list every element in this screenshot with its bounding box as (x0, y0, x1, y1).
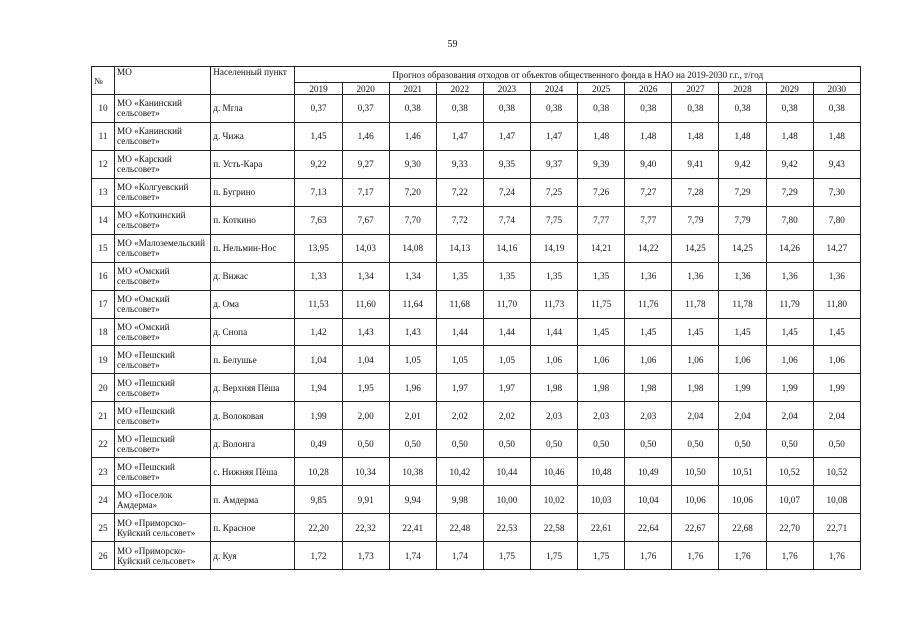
municipality-cell: МО «Приморско-Куйский сельсовет» (115, 542, 211, 570)
value-cell: 1,95 (342, 374, 389, 402)
row-number-cell: 12 (92, 150, 115, 178)
municipality-cell: МО «Канинский сельсовет» (115, 95, 211, 123)
value-cell: 1,99 (295, 402, 342, 430)
value-cell: 0,50 (436, 430, 483, 458)
value-cell: 10,49 (625, 458, 672, 486)
value-cell: 0,38 (625, 95, 672, 123)
value-cell: 1,73 (342, 542, 389, 570)
header-year: 2028 (719, 83, 766, 95)
page-number: 59 (447, 39, 458, 50)
value-cell: 11,68 (436, 290, 483, 318)
value-cell: 10,08 (813, 486, 860, 514)
value-cell: 2,00 (342, 402, 389, 430)
value-cell: 11,53 (295, 290, 342, 318)
table-row (92, 262, 861, 290)
municipality-cell: МО «Малоземельский сельсовет» (115, 234, 211, 262)
table-row (92, 486, 861, 514)
value-cell: 14,27 (813, 234, 860, 262)
value-cell: 10,52 (813, 458, 860, 486)
value-cell: 1,98 (672, 374, 719, 402)
value-cell: 0,50 (342, 430, 389, 458)
value-cell: 1,06 (531, 346, 578, 374)
value-cell: 9,94 (389, 486, 436, 514)
value-cell: 7,79 (672, 206, 719, 234)
value-cell: 0,50 (531, 430, 578, 458)
value-cell: 10,48 (578, 458, 625, 486)
settlement-cell: д. Вижас (211, 262, 295, 290)
table-row (92, 178, 861, 206)
settlement-cell: д. Куя (211, 542, 295, 570)
row-number-cell: 13 (92, 178, 115, 206)
row-number-cell: 15 (92, 234, 115, 262)
value-cell: 1,43 (389, 318, 436, 346)
value-cell: 1,48 (766, 122, 813, 150)
value-cell: 0,50 (719, 430, 766, 458)
value-cell: 1,33 (295, 262, 342, 290)
value-cell: 1,35 (578, 262, 625, 290)
value-cell: 1,48 (625, 122, 672, 150)
value-cell: 1,75 (578, 542, 625, 570)
value-cell: 22,48 (436, 514, 483, 542)
value-cell: 1,43 (342, 318, 389, 346)
value-cell: 1,76 (625, 542, 672, 570)
table-row (92, 346, 861, 374)
value-cell: 10,02 (531, 486, 578, 514)
row-number-cell: 19 (92, 346, 115, 374)
value-cell: 10,42 (436, 458, 483, 486)
header-year: 2019 (295, 83, 342, 95)
header-municipality: МО (115, 67, 211, 95)
settlement-cell: п. Красное (211, 514, 295, 542)
value-cell: 1,34 (342, 262, 389, 290)
header-forecast: Прогноз образования отходов от объектов общественного фонда в НАО на 2019-2030 г.г., т/год (295, 67, 861, 83)
settlement-cell: п. Нельмин-Нос (211, 234, 295, 262)
value-cell: 1,96 (389, 374, 436, 402)
value-cell: 1,36 (766, 262, 813, 290)
value-cell: 14,22 (625, 234, 672, 262)
value-cell: 10,06 (719, 486, 766, 514)
value-cell: 1,34 (389, 262, 436, 290)
value-cell: 0,50 (389, 430, 436, 458)
value-cell: 7,26 (578, 178, 625, 206)
value-cell: 9,22 (295, 150, 342, 178)
value-cell: 7,28 (672, 178, 719, 206)
row-number-cell: 10 (92, 95, 115, 123)
value-cell: 0,50 (483, 430, 530, 458)
value-cell: 22,71 (813, 514, 860, 542)
value-cell: 7,63 (295, 206, 342, 234)
value-cell: 9,30 (389, 150, 436, 178)
value-cell: 14,19 (531, 234, 578, 262)
table-row (92, 150, 861, 178)
value-cell: 1,98 (578, 374, 625, 402)
value-cell: 11,64 (389, 290, 436, 318)
settlement-cell: п. Усть-Кара (211, 150, 295, 178)
value-cell: 1,44 (436, 318, 483, 346)
value-cell: 1,45 (719, 318, 766, 346)
header-year: 2022 (436, 83, 483, 95)
value-cell: 1,97 (483, 374, 530, 402)
table-row (92, 458, 861, 486)
municipality-cell: МО «Поселок Амдерма» (115, 486, 211, 514)
value-cell: 1,74 (389, 542, 436, 570)
header-year: 2026 (625, 83, 672, 95)
value-cell: 1,76 (766, 542, 813, 570)
value-cell: 9,98 (436, 486, 483, 514)
value-cell: 2,02 (483, 402, 530, 430)
value-cell: 0,38 (389, 95, 436, 123)
settlement-cell: п. Белушье (211, 346, 295, 374)
value-cell: 7,22 (436, 178, 483, 206)
value-cell: 1,06 (578, 346, 625, 374)
value-cell: 22,67 (672, 514, 719, 542)
value-cell: 1,05 (483, 346, 530, 374)
value-cell: 1,05 (436, 346, 483, 374)
value-cell: 2,03 (531, 402, 578, 430)
value-cell: 22,64 (625, 514, 672, 542)
value-cell: 2,02 (436, 402, 483, 430)
table-row (92, 402, 861, 430)
value-cell: 1,75 (531, 542, 578, 570)
value-cell: 10,50 (672, 458, 719, 486)
value-cell: 1,48 (578, 122, 625, 150)
value-cell: 9,91 (342, 486, 389, 514)
value-cell: 9,41 (672, 150, 719, 178)
value-cell: 22,70 (766, 514, 813, 542)
settlement-cell: д. Волоковая (211, 402, 295, 430)
value-cell: 14,13 (436, 234, 483, 262)
settlement-cell: д. Ома (211, 290, 295, 318)
value-cell: 1,06 (672, 346, 719, 374)
value-cell: 14,03 (342, 234, 389, 262)
value-cell: 1,35 (531, 262, 578, 290)
value-cell: 1,99 (719, 374, 766, 402)
value-cell: 0,38 (719, 95, 766, 123)
value-cell: 10,03 (578, 486, 625, 514)
value-cell: 2,04 (766, 402, 813, 430)
municipality-cell: МО «Пешский сельсовет» (115, 402, 211, 430)
value-cell: 7,30 (813, 178, 860, 206)
value-cell: 0,49 (295, 430, 342, 458)
table-row (92, 374, 861, 402)
value-cell: 22,53 (483, 514, 530, 542)
row-number-cell: 23 (92, 458, 115, 486)
value-cell: 7,79 (719, 206, 766, 234)
value-cell: 10,28 (295, 458, 342, 486)
row-number-cell: 22 (92, 430, 115, 458)
table-row (92, 514, 861, 542)
settlement-cell: д. Чижа (211, 122, 295, 150)
table-body (92, 95, 861, 570)
value-cell: 1,06 (813, 346, 860, 374)
value-cell: 0,37 (295, 95, 342, 123)
value-cell: 7,29 (766, 178, 813, 206)
value-cell: 14,16 (483, 234, 530, 262)
row-number-cell: 24 (92, 486, 115, 514)
value-cell: 1,76 (813, 542, 860, 570)
value-cell: 0,50 (813, 430, 860, 458)
value-cell: 10,34 (342, 458, 389, 486)
header-year: 2021 (389, 83, 436, 95)
value-cell: 2,04 (672, 402, 719, 430)
value-cell: 9,39 (578, 150, 625, 178)
value-cell: 10,44 (483, 458, 530, 486)
value-cell: 11,80 (813, 290, 860, 318)
value-cell: 10,07 (766, 486, 813, 514)
value-cell: 1,97 (436, 374, 483, 402)
value-cell: 11,76 (625, 290, 672, 318)
value-cell: 1,45 (625, 318, 672, 346)
settlement-cell: п. Коткино (211, 206, 295, 234)
table-row (92, 234, 861, 262)
value-cell: 10,51 (719, 458, 766, 486)
value-cell: 2,03 (578, 402, 625, 430)
row-number-cell: 16 (92, 262, 115, 290)
value-cell: 0,38 (436, 95, 483, 123)
value-cell: 22,61 (578, 514, 625, 542)
row-number-cell: 17 (92, 290, 115, 318)
value-cell: 0,38 (483, 95, 530, 123)
value-cell: 1,48 (719, 122, 766, 150)
value-cell: 10,06 (672, 486, 719, 514)
row-number-cell: 26 (92, 542, 115, 570)
row-number-cell: 21 (92, 402, 115, 430)
header-year: 2023 (483, 83, 530, 95)
value-cell: 7,80 (766, 206, 813, 234)
municipality-cell: МО «Карский сельсовет» (115, 150, 211, 178)
value-cell: 22,20 (295, 514, 342, 542)
value-cell: 7,67 (342, 206, 389, 234)
value-cell: 7,80 (813, 206, 860, 234)
settlement-cell: д. Снопа (211, 318, 295, 346)
value-cell: 1,36 (719, 262, 766, 290)
value-cell: 0,37 (342, 95, 389, 123)
row-number-cell: 18 (92, 318, 115, 346)
value-cell: 1,99 (766, 374, 813, 402)
value-cell: 11,60 (342, 290, 389, 318)
value-cell: 7,13 (295, 178, 342, 206)
value-cell: 7,74 (483, 206, 530, 234)
row-number-cell: 20 (92, 374, 115, 402)
header-year: 2024 (531, 83, 578, 95)
value-cell: 9,33 (436, 150, 483, 178)
municipality-cell: МО «Колгуевский сельсовет» (115, 178, 211, 206)
municipality-cell: МО «Омский сельсовет» (115, 290, 211, 318)
value-cell: 9,27 (342, 150, 389, 178)
value-cell: 10,52 (766, 458, 813, 486)
value-cell: 9,37 (531, 150, 578, 178)
value-cell: 7,25 (531, 178, 578, 206)
value-cell: 7,27 (625, 178, 672, 206)
value-cell: 1,06 (625, 346, 672, 374)
value-cell: 1,45 (766, 318, 813, 346)
value-cell: 1,45 (813, 318, 860, 346)
table-row (92, 318, 861, 346)
value-cell: 1,04 (295, 346, 342, 374)
table-row (92, 542, 861, 570)
value-cell: 7,75 (531, 206, 578, 234)
table-row (92, 122, 861, 150)
value-cell: 1,45 (578, 318, 625, 346)
value-cell: 0,38 (578, 95, 625, 123)
value-cell: 14,25 (672, 234, 719, 262)
value-cell: 1,76 (672, 542, 719, 570)
value-cell: 22,32 (342, 514, 389, 542)
value-cell: 7,72 (436, 206, 483, 234)
value-cell: 1,45 (295, 122, 342, 150)
settlement-cell: д. Верхняя Пёша (211, 374, 295, 402)
value-cell: 1,98 (625, 374, 672, 402)
municipality-cell: МО «Коткинский сельсовет» (115, 206, 211, 234)
header-number: № (92, 67, 115, 95)
value-cell: 0,38 (766, 95, 813, 123)
municipality-cell: МО «Пешский сельсовет» (115, 458, 211, 486)
value-cell: 1,45 (672, 318, 719, 346)
settlement-cell: п. Бугрино (211, 178, 295, 206)
value-cell: 1,35 (436, 262, 483, 290)
value-cell: 7,77 (578, 206, 625, 234)
value-cell: 1,06 (719, 346, 766, 374)
settlement-cell: д. Волонга (211, 430, 295, 458)
value-cell: 1,04 (342, 346, 389, 374)
value-cell: 1,36 (672, 262, 719, 290)
waste-forecast-table (91, 66, 861, 570)
header-year: 2025 (578, 83, 625, 95)
value-cell: 22,41 (389, 514, 436, 542)
value-cell: 1,36 (625, 262, 672, 290)
value-cell: 1,48 (672, 122, 719, 150)
value-cell: 10,00 (483, 486, 530, 514)
value-cell: 1,44 (531, 318, 578, 346)
settlement-cell: п. Амдерма (211, 486, 295, 514)
value-cell: 22,68 (719, 514, 766, 542)
row-number-cell: 14 (92, 206, 115, 234)
value-cell: 1,98 (531, 374, 578, 402)
value-cell: 9,40 (625, 150, 672, 178)
value-cell: 11,78 (672, 290, 719, 318)
value-cell: 11,79 (766, 290, 813, 318)
value-cell: 1,47 (531, 122, 578, 150)
value-cell: 1,47 (436, 122, 483, 150)
settlement-cell: с. Нижняя Пёша (211, 458, 295, 486)
value-cell: 1,46 (342, 122, 389, 150)
value-cell: 2,04 (813, 402, 860, 430)
table-row (92, 95, 861, 123)
value-cell: 9,42 (766, 150, 813, 178)
value-cell: 1,72 (295, 542, 342, 570)
value-cell: 1,06 (766, 346, 813, 374)
value-cell: 1,74 (436, 542, 483, 570)
table-row (92, 206, 861, 234)
value-cell: 14,26 (766, 234, 813, 262)
value-cell: 14,21 (578, 234, 625, 262)
header-year: 2029 (766, 83, 813, 95)
value-cell: 0,38 (672, 95, 719, 123)
value-cell: 1,05 (389, 346, 436, 374)
value-cell: 1,35 (483, 262, 530, 290)
header-settlement: Населенный пункт (211, 67, 295, 95)
table-header (92, 67, 861, 95)
header-year: 2020 (342, 83, 389, 95)
municipality-cell: МО «Пешский сельсовет» (115, 374, 211, 402)
value-cell: 0,38 (531, 95, 578, 123)
value-cell: 0,50 (766, 430, 813, 458)
settlement-cell: д. Мгла (211, 95, 295, 123)
value-cell: 11,75 (578, 290, 625, 318)
value-cell: 2,03 (625, 402, 672, 430)
value-cell: 1,94 (295, 374, 342, 402)
value-cell: 14,08 (389, 234, 436, 262)
municipality-cell: МО «Омский сельсовет» (115, 262, 211, 290)
value-cell: 7,17 (342, 178, 389, 206)
value-cell: 0,50 (672, 430, 719, 458)
value-cell: 10,46 (531, 458, 578, 486)
value-cell: 11,78 (719, 290, 766, 318)
value-cell: 7,77 (625, 206, 672, 234)
value-cell: 10,04 (625, 486, 672, 514)
value-cell: 1,42 (295, 318, 342, 346)
municipality-cell: МО «Омский сельсовет» (115, 318, 211, 346)
value-cell: 1,44 (483, 318, 530, 346)
table-row (92, 290, 861, 318)
value-cell: 1,46 (389, 122, 436, 150)
value-cell: 7,20 (389, 178, 436, 206)
municipality-cell: МО «Приморско-Куйский сельсовет» (115, 514, 211, 542)
value-cell: 7,29 (719, 178, 766, 206)
value-cell: 1,99 (813, 374, 860, 402)
value-cell: 14,25 (719, 234, 766, 262)
table-row (92, 430, 861, 458)
value-cell: 2,01 (389, 402, 436, 430)
value-cell: 1,48 (813, 122, 860, 150)
municipality-cell: МО «Канинский сельсовет» (115, 122, 211, 150)
value-cell: 13,95 (295, 234, 342, 262)
value-cell: 1,75 (483, 542, 530, 570)
value-cell: 9,85 (295, 486, 342, 514)
value-cell: 9,35 (483, 150, 530, 178)
row-number-cell: 25 (92, 514, 115, 542)
value-cell: 0,50 (625, 430, 672, 458)
value-cell: 1,36 (813, 262, 860, 290)
value-cell: 9,42 (719, 150, 766, 178)
value-cell: 2,04 (719, 402, 766, 430)
value-cell: 0,50 (578, 430, 625, 458)
value-cell: 9,43 (813, 150, 860, 178)
row-number-cell: 11 (92, 122, 115, 150)
value-cell: 1,47 (483, 122, 530, 150)
municipality-cell: МО «Пешский сельсовет» (115, 430, 211, 458)
value-cell: 22,58 (531, 514, 578, 542)
value-cell: 11,70 (483, 290, 530, 318)
value-cell: 7,70 (389, 206, 436, 234)
value-cell: 1,76 (719, 542, 766, 570)
value-cell: 7,24 (483, 178, 530, 206)
header-year: 2030 (813, 83, 860, 95)
value-cell: 0,38 (813, 95, 860, 123)
value-cell: 11,73 (531, 290, 578, 318)
municipality-cell: МО «Пешский сельсовет» (115, 346, 211, 374)
header-year: 2027 (672, 83, 719, 95)
value-cell: 10,38 (389, 458, 436, 486)
